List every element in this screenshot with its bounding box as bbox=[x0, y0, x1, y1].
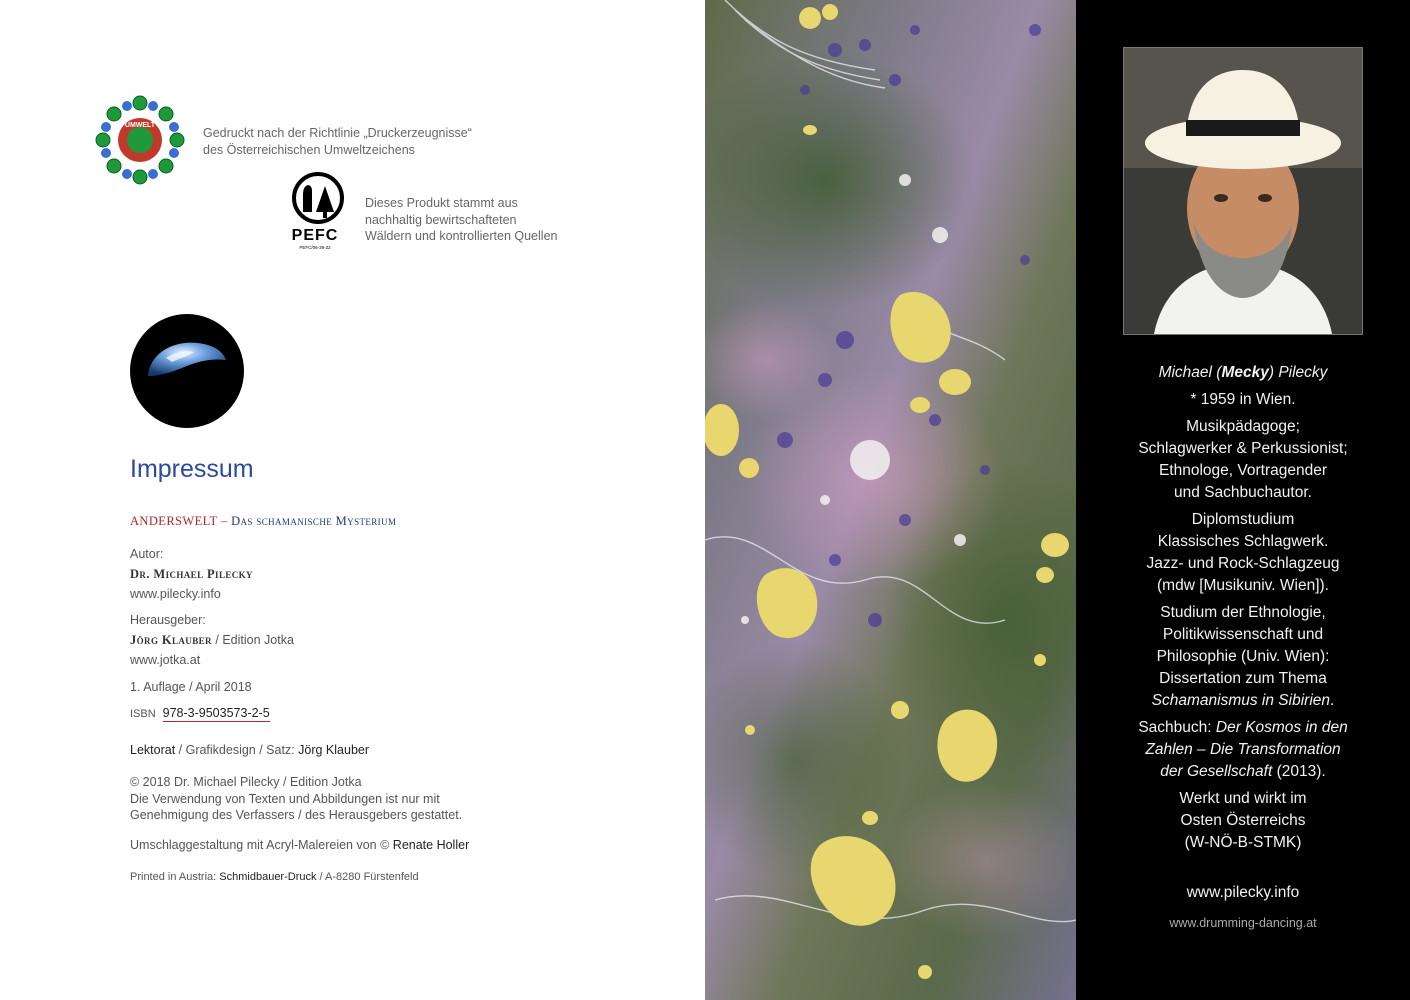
lektorat-middle: / Grafikdesign / Satz: bbox=[175, 743, 299, 757]
publisher-block bbox=[130, 610, 294, 670]
work-region bbox=[1076, 788, 1410, 854]
cover-artist: Renate Holler bbox=[392, 838, 470, 852]
usage-line: Die Verwendung von Texten und Abbildungen ist nur mit bbox=[130, 791, 440, 806]
book-title-line: der Gesellschaft bbox=[1160, 763, 1273, 780]
copyright-block bbox=[130, 774, 462, 824]
author-block bbox=[130, 544, 253, 604]
bio-line: Klassisches Schlagwerk. bbox=[1157, 533, 1329, 550]
usage-line: Genehmigung des Verfassers / des Herausgebers gestattet. bbox=[130, 808, 463, 822]
bio-line: Werkt und wirkt im bbox=[1179, 790, 1307, 807]
book-title-sub: Das schamanische Mysterium bbox=[231, 514, 397, 528]
pefc-logo bbox=[285, 172, 351, 252]
author-bio bbox=[1076, 362, 1410, 859]
birth-line: * 1959 in Wien. bbox=[1190, 391, 1296, 408]
author-portrait bbox=[1123, 47, 1363, 335]
umwelt-line: Gedruckt nach der Richtlinie „Druckerzeugnisse“ bbox=[203, 126, 472, 140]
svg-text:UMWELT: UMWELT bbox=[124, 122, 156, 129]
publisher-label: Herausgeber: bbox=[130, 613, 206, 627]
lektorat-line bbox=[130, 740, 369, 760]
publisher-web-link[interactable]: www.jotka.at bbox=[130, 653, 201, 667]
profession bbox=[1076, 416, 1410, 504]
book-title-line: Der Kosmos in den bbox=[1215, 719, 1348, 736]
pefc-label: PEFC bbox=[291, 227, 339, 244]
author-web-link[interactable]: www.pilecky.info bbox=[130, 587, 221, 601]
printed-suffix: / A-8280 Fürstenfeld bbox=[316, 871, 419, 883]
isbn-value: 978-3-9503573-2-5 bbox=[162, 706, 270, 720]
acrylic-painting bbox=[705, 0, 1076, 1000]
author-bio-page bbox=[1076, 0, 1410, 1000]
copyright: © 2018 Dr. Michael Pilecky / Edition Jotka bbox=[130, 775, 362, 789]
isbn-label: ISBN bbox=[130, 708, 156, 720]
pefc-line: Wäldern und kontrollierten Quellen bbox=[365, 229, 558, 243]
isbn-line bbox=[130, 703, 270, 724]
page-title: Impressum bbox=[130, 455, 254, 483]
earthrise-logo bbox=[130, 314, 244, 428]
bio-punct: . bbox=[1330, 692, 1335, 709]
bio-line: Osten Österreichs bbox=[1180, 812, 1306, 829]
bio-line: Politikwissenschaft und bbox=[1162, 626, 1324, 643]
author-label: Autor: bbox=[130, 547, 164, 561]
book bbox=[1076, 717, 1410, 783]
name-pre: Michael ( bbox=[1158, 364, 1222, 381]
book-title-dash: – bbox=[220, 514, 228, 528]
bio-line: und Sachbuchautor. bbox=[1174, 484, 1312, 501]
printed-line bbox=[130, 867, 419, 887]
pefc-line: nachhaltig bewirtschafteten bbox=[365, 212, 517, 227]
edition: 1. Auflage / April 2018 bbox=[130, 680, 252, 694]
bio-line: Dissertation zum Thema bbox=[1159, 670, 1327, 687]
bio-line: (mdw [Musikuniv. Wien]). bbox=[1157, 577, 1329, 594]
bio-line: Diplomstudium bbox=[1191, 511, 1295, 528]
bio-line: Studium der Ethnologie, bbox=[1160, 604, 1326, 621]
printed-prefix: Printed in Austria: bbox=[130, 871, 220, 883]
publisher-suffix: / Edition Jotka bbox=[211, 633, 294, 647]
bio-line: (W-NÖ-B-STMK) bbox=[1184, 834, 1302, 851]
name-nickname: Mecky bbox=[1221, 364, 1269, 381]
printer-name: Schmidbauer-Druck bbox=[219, 871, 317, 883]
book-title bbox=[130, 514, 396, 529]
dissertation-topic: Schamanismus in Sibirien bbox=[1151, 692, 1330, 709]
secondary-website-link[interactable]: www.drumming-dancing.at bbox=[1169, 916, 1317, 930]
umweltzeichen-text bbox=[203, 125, 472, 159]
bio-line: Ethnologe, Vortragender bbox=[1158, 462, 1328, 479]
bio-line: Schlagwerker & Perkussionist; bbox=[1138, 440, 1348, 457]
name-post: ) Pilecky bbox=[1268, 364, 1328, 381]
ethnology bbox=[1076, 602, 1410, 712]
publisher-name: Jörg Klauber bbox=[130, 633, 212, 647]
umweltzeichen-logo bbox=[95, 95, 185, 185]
bio-line: Musikpädagoge; bbox=[1186, 418, 1300, 435]
pefc-text bbox=[365, 195, 557, 245]
lektorat-name: Jörg Klauber bbox=[298, 743, 370, 757]
pefc-line: Dieses Produkt stammt aus bbox=[365, 196, 518, 210]
author-name-line bbox=[1076, 362, 1410, 384]
bio-line: Jazz- und Rock-Schlagzeug bbox=[1146, 555, 1340, 572]
lektorat-label: Lektorat bbox=[130, 743, 176, 757]
studies bbox=[1076, 509, 1410, 597]
cover-credit bbox=[130, 835, 469, 855]
book-year: (2013). bbox=[1272, 763, 1326, 780]
book-title-line: Zahlen – Die Transformation bbox=[1145, 741, 1341, 758]
author-name: Dr. Michael Pilecky bbox=[130, 567, 253, 581]
umwelt-line: des Österreichischen Umweltzeichens bbox=[203, 143, 415, 157]
cover-prefix: Umschlaggestaltung mit Acryl-Malereien von © bbox=[130, 838, 393, 852]
book-prefix: Sachbuch: bbox=[1138, 719, 1216, 736]
bio-line: Philosophie (Univ. Wien): bbox=[1156, 648, 1330, 665]
book-title-main: ANDERSWELT bbox=[130, 514, 218, 528]
pefc-code: PEFC/06-39-22 bbox=[299, 245, 331, 250]
website-link[interactable]: www.pilecky.info bbox=[1186, 884, 1300, 901]
